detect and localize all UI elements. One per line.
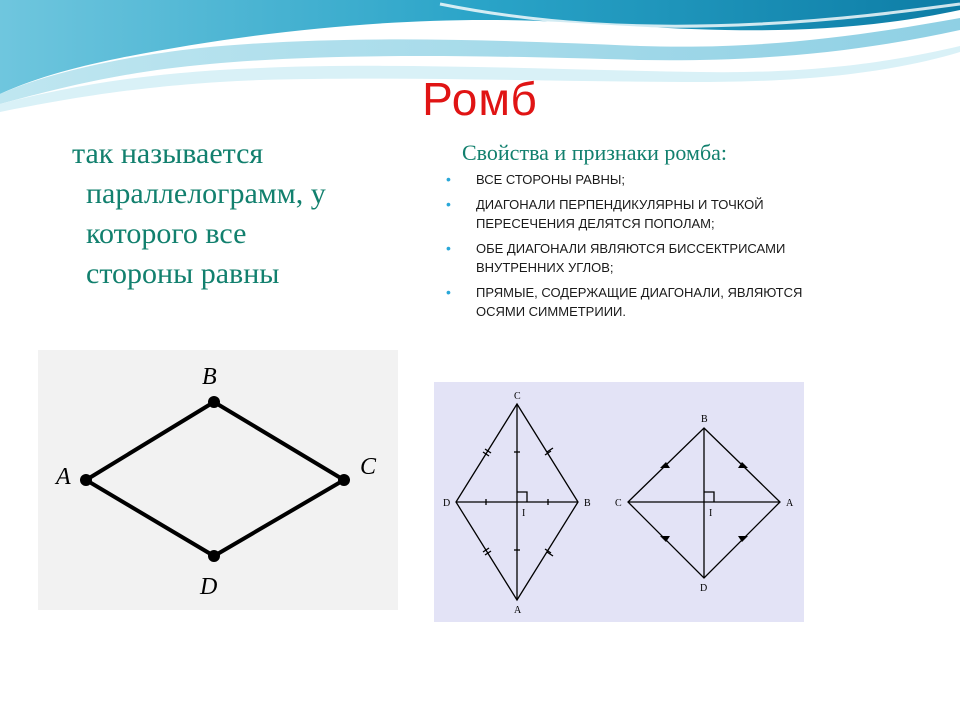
rhombus-diagram	[38, 350, 398, 610]
bullet-icon: •	[446, 171, 451, 187]
square-label-bottom: D	[700, 583, 708, 594]
vertex-label-b: B	[202, 364, 217, 390]
tall-label-bottom: A	[514, 605, 522, 616]
vertex-label-a: A	[56, 464, 71, 490]
rhombus-properties-figure	[434, 382, 804, 622]
properties-heading: Свойства и признаки ромба:	[462, 140, 728, 165]
rhombus-figure-abcd	[38, 350, 398, 610]
list-item: • ПРЯМЫЕ, СОДЕРЖАЩИЕ ДИАГОНАЛИ, ЯВЛЯЮТСЯ ОСЯМИ СИММЕТРИИИ.	[446, 284, 803, 319]
properties-list	[446, 170, 806, 327]
definition-line: параллелограмм, у	[86, 177, 326, 210]
square-label-right: A	[786, 498, 794, 509]
tall-label-top: C	[514, 391, 521, 402]
vertex-label-c: C	[360, 454, 377, 480]
vertex-b-dot	[208, 396, 220, 408]
definition-text	[72, 134, 402, 294]
definition-line: стороны равны	[86, 257, 280, 290]
list-item: • ОБЕ ДИАГОНАЛИ ЯВЛЯЮТСЯ БИССЕКТРИСАМИ ВНУТРЕННИХ УГЛОВ;	[446, 240, 786, 275]
vertex-label-d: D	[200, 574, 218, 600]
rhombus-outline	[86, 402, 344, 556]
tall-label-center: I	[522, 508, 526, 519]
vertex-a-dot	[80, 474, 92, 486]
square-label-center: I	[709, 508, 713, 519]
rhombus-properties-diagram	[434, 382, 804, 622]
square-label-left: C	[615, 498, 622, 509]
list-item: • ВСЕ СТОРОНЫ РАВНЫ;	[446, 171, 625, 187]
tall-label-left: D	[443, 498, 451, 509]
slide-title: Ромб	[422, 73, 538, 125]
definition-line: которого все	[86, 217, 247, 250]
square-label-top: B	[701, 414, 708, 425]
definition-line: так называется	[72, 137, 264, 170]
bullet-icon: •	[446, 196, 451, 212]
bullet-icon: •	[446, 240, 451, 256]
bullet-icon: •	[446, 284, 451, 300]
tall-label-right: B	[584, 498, 591, 509]
list-item: • ДИАГОНАЛИ ПЕРПЕНДИКУЛЯРНЫ И ТОЧКОЙ ПЕРЕСЕЧЕНИЯ ДЕЛЯТСЯ ПОПОЛАМ;	[446, 196, 764, 231]
vertex-c-dot	[338, 474, 350, 486]
vertex-d-dot	[208, 550, 220, 562]
